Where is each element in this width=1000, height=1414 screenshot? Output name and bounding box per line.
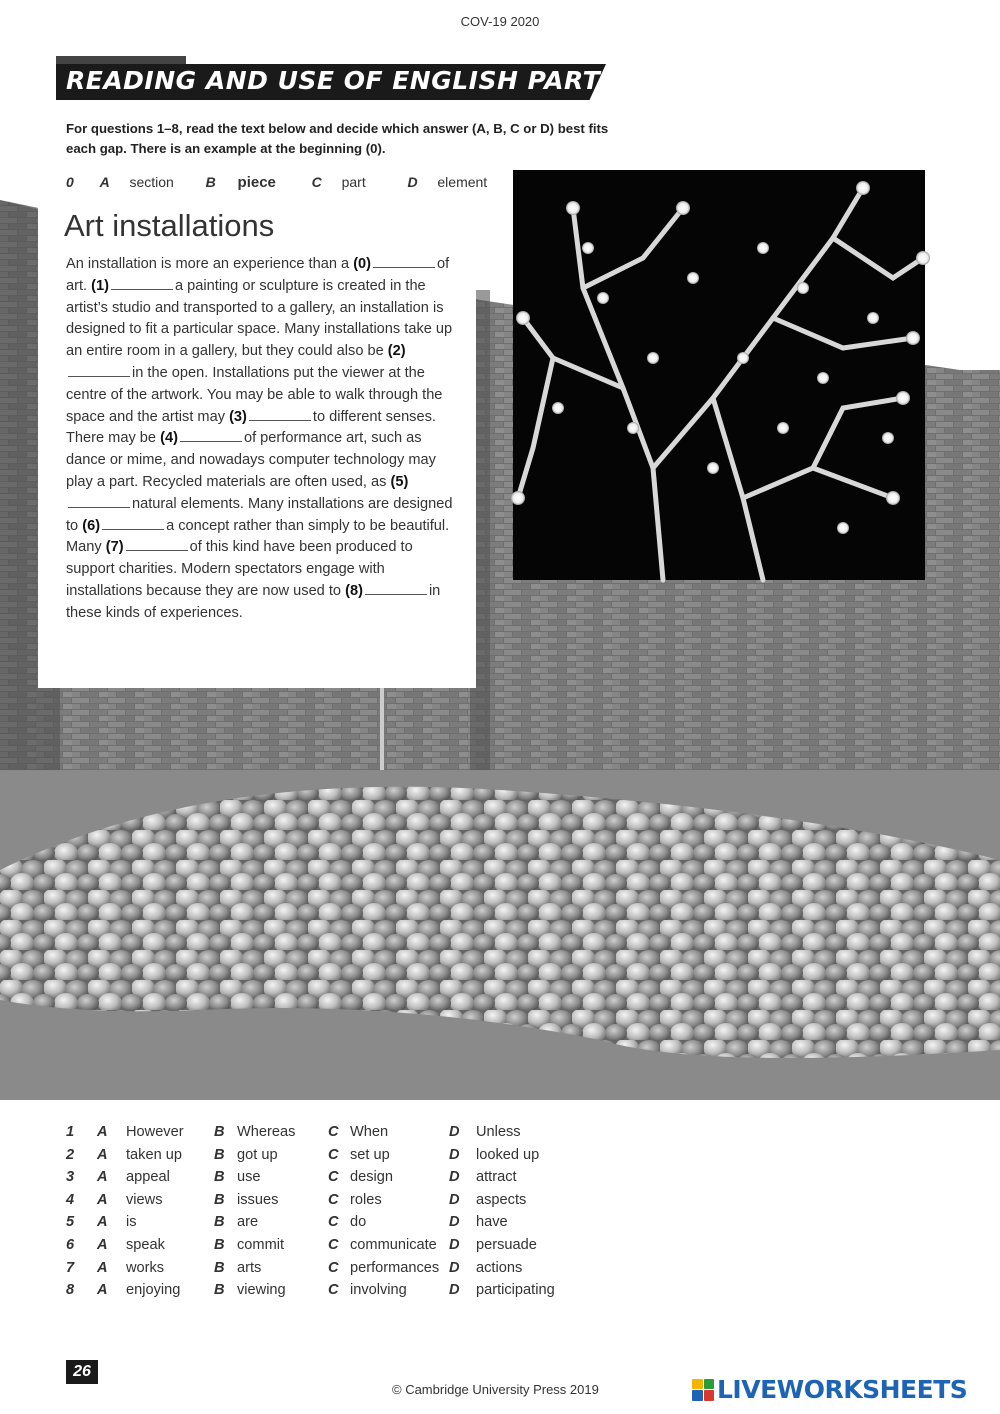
example-option-c: part xyxy=(341,174,366,190)
article-text: in these kinds of experiences. xyxy=(66,582,441,621)
gap-label-0: (0) xyxy=(353,256,372,272)
option-d[interactable]: participating xyxy=(476,1282,555,1299)
gap-4[interactable] xyxy=(180,441,242,442)
option-b[interactable]: issues xyxy=(237,1191,279,1208)
article-text: a concept rather than simply to be beautiful. Many xyxy=(66,517,450,556)
option-a[interactable]: taken up xyxy=(126,1146,182,1163)
letter-a: A xyxy=(97,1282,108,1299)
option-b[interactable]: commit xyxy=(237,1236,285,1253)
liveworksheets-brand: LIVEWORKSHEETS xyxy=(717,1375,968,1404)
question-number: 5 xyxy=(66,1214,75,1231)
letter-d: D xyxy=(449,1124,460,1140)
option-d[interactable]: attract xyxy=(476,1169,517,1186)
gap-2[interactable] xyxy=(68,376,130,377)
option-c[interactable]: performances xyxy=(350,1259,440,1276)
gap-1[interactable] xyxy=(111,289,173,290)
liveworksheets-icon xyxy=(692,1379,714,1401)
option-c[interactable]: involving xyxy=(350,1282,407,1299)
example-letter-a: A xyxy=(99,174,110,190)
option-a[interactable]: is xyxy=(126,1214,137,1231)
gap-label-4: (4) xyxy=(160,430,178,447)
header-code: COV-19 2020 xyxy=(460,14,540,29)
letter-b: B xyxy=(214,1146,225,1163)
option-a[interactable]: appeal xyxy=(126,1169,170,1186)
letter-c: C xyxy=(328,1259,339,1276)
letter-a: A xyxy=(97,1191,108,1208)
gap-7[interactable] xyxy=(126,550,188,551)
letter-c: C xyxy=(328,1146,339,1163)
article-body xyxy=(66,254,461,625)
option-d[interactable]: persuade xyxy=(476,1236,537,1253)
letter-a: A xyxy=(97,1236,108,1253)
letter-b: B xyxy=(214,1259,225,1276)
example-option-a: section xyxy=(129,174,174,190)
letter-d: D xyxy=(449,1259,460,1276)
option-c[interactable]: When xyxy=(350,1124,389,1140)
gap-label-1: (1) xyxy=(91,277,109,294)
example-number: 0 xyxy=(66,174,74,190)
option-c[interactable]: communicate xyxy=(350,1236,437,1253)
logo-square xyxy=(692,1390,703,1401)
gap-3[interactable] xyxy=(249,420,311,421)
copyright: © Cambridge University Press 2019 xyxy=(392,1382,599,1397)
letter-c: C xyxy=(328,1124,339,1140)
article-text: of this kind have been produced to support charities. Modern spectators engage with installations because they are now used to xyxy=(66,539,413,599)
option-d[interactable]: have xyxy=(476,1214,508,1231)
letter-b: B xyxy=(214,1169,225,1186)
letter-c: C xyxy=(328,1169,339,1186)
gap-label-8: (8) xyxy=(345,582,363,599)
gap-label-2: (2) xyxy=(387,343,406,360)
option-a[interactable]: enjoying xyxy=(126,1282,181,1299)
question-number: 2 xyxy=(66,1146,75,1163)
letter-b: B xyxy=(214,1191,225,1208)
gap-label-3: (3) xyxy=(229,408,247,425)
option-a[interactable]: speak xyxy=(126,1236,165,1253)
question-number: 1 xyxy=(66,1124,75,1140)
option-c[interactable]: design xyxy=(350,1169,394,1186)
letter-d: D xyxy=(449,1169,460,1186)
article-text: of performance art, such as dance or mime, and nowadays computer technology may play a part. Recycled materials are often used, as xyxy=(66,430,436,490)
page-number: 26 xyxy=(66,1360,98,1384)
example-option-b-answer: piece xyxy=(237,174,276,191)
letter-d: D xyxy=(449,1191,460,1208)
question-number: 8 xyxy=(66,1282,75,1299)
option-b[interactable]: use xyxy=(237,1169,261,1186)
gap-0[interactable] xyxy=(373,267,435,268)
letter-c: C xyxy=(328,1191,339,1208)
option-a[interactable]: works xyxy=(126,1259,165,1276)
article-title: Art installations xyxy=(64,208,275,243)
option-c[interactable]: roles xyxy=(350,1191,382,1208)
option-d[interactable]: Unless xyxy=(476,1124,521,1140)
option-b[interactable]: arts xyxy=(237,1259,262,1276)
letter-d: D xyxy=(449,1146,460,1163)
question-number: 6 xyxy=(66,1236,75,1253)
option-b[interactable]: Whereas xyxy=(237,1124,296,1140)
option-c[interactable]: set up xyxy=(350,1146,390,1163)
option-d[interactable]: looked up xyxy=(476,1146,540,1163)
article-text: An installation is more an experience than a xyxy=(66,256,350,272)
letter-d: D xyxy=(449,1282,460,1299)
option-a[interactable]: views xyxy=(126,1191,163,1208)
question-number: 4 xyxy=(66,1191,75,1208)
article-text: natural elements. Many installations are designed to xyxy=(66,495,453,534)
gap-label-7: (7) xyxy=(105,539,124,556)
letter-c: C xyxy=(328,1214,339,1231)
liveworksheets-logo xyxy=(692,1375,967,1404)
article-text: to different senses. There may be xyxy=(66,408,436,447)
option-b[interactable]: got up xyxy=(237,1146,278,1163)
letter-a: A xyxy=(97,1259,108,1276)
letter-a: A xyxy=(97,1124,108,1140)
letter-b: B xyxy=(214,1236,225,1253)
letter-b: B xyxy=(214,1124,225,1140)
example-letter-d: D xyxy=(407,174,418,190)
letter-d: D xyxy=(449,1236,460,1253)
article-text: a painting or sculpture is created in the artist’s studio and transported to a gallery, an installation is designed to fit a particular space. Many installations take up an entire room in a gallery, but they could also be xyxy=(66,277,453,360)
example-row xyxy=(66,174,487,191)
question-number: 7 xyxy=(66,1259,75,1276)
logo-square xyxy=(692,1379,703,1390)
letter-b: B xyxy=(214,1282,225,1299)
logo-square xyxy=(704,1379,715,1390)
article-text: of art. xyxy=(66,256,450,294)
letter-a: A xyxy=(97,1214,108,1231)
article-text: in the open. Installations put the viewer at the centre of the artwork. You may be able to walk through the space and the artist may xyxy=(66,364,443,425)
section-title: READING AND USE OF ENGLISH PART 1 xyxy=(66,66,628,95)
gap-8[interactable] xyxy=(365,594,427,595)
example-option-d: element xyxy=(437,174,488,190)
example-letter-b: B xyxy=(205,174,216,190)
example-letter-c: C xyxy=(311,174,322,190)
gap-label-6: (6) xyxy=(82,517,101,534)
gap-5[interactable] xyxy=(68,507,130,508)
letter-c: C xyxy=(328,1282,339,1299)
option-d[interactable]: aspects xyxy=(476,1191,527,1208)
instructions: For questions 1–8, read the text below and decide which answer (A, B, C or D) best fits each gap. There is an example at the beginning (0). xyxy=(66,121,609,156)
gap-label-5: (5) xyxy=(390,473,409,490)
question-number: 3 xyxy=(66,1169,75,1186)
letter-a: A xyxy=(97,1169,108,1186)
letter-b: B xyxy=(214,1214,225,1231)
option-a[interactable]: However xyxy=(126,1124,184,1140)
option-d[interactable]: actions xyxy=(476,1259,523,1276)
option-c[interactable]: do xyxy=(350,1214,367,1231)
letter-c: C xyxy=(328,1236,339,1253)
option-b[interactable]: are xyxy=(237,1214,259,1231)
gap-6[interactable] xyxy=(102,529,164,530)
letter-a: A xyxy=(97,1146,108,1163)
logo-square xyxy=(704,1390,715,1401)
letter-d: D xyxy=(449,1214,460,1231)
option-b[interactable]: viewing xyxy=(237,1282,286,1299)
